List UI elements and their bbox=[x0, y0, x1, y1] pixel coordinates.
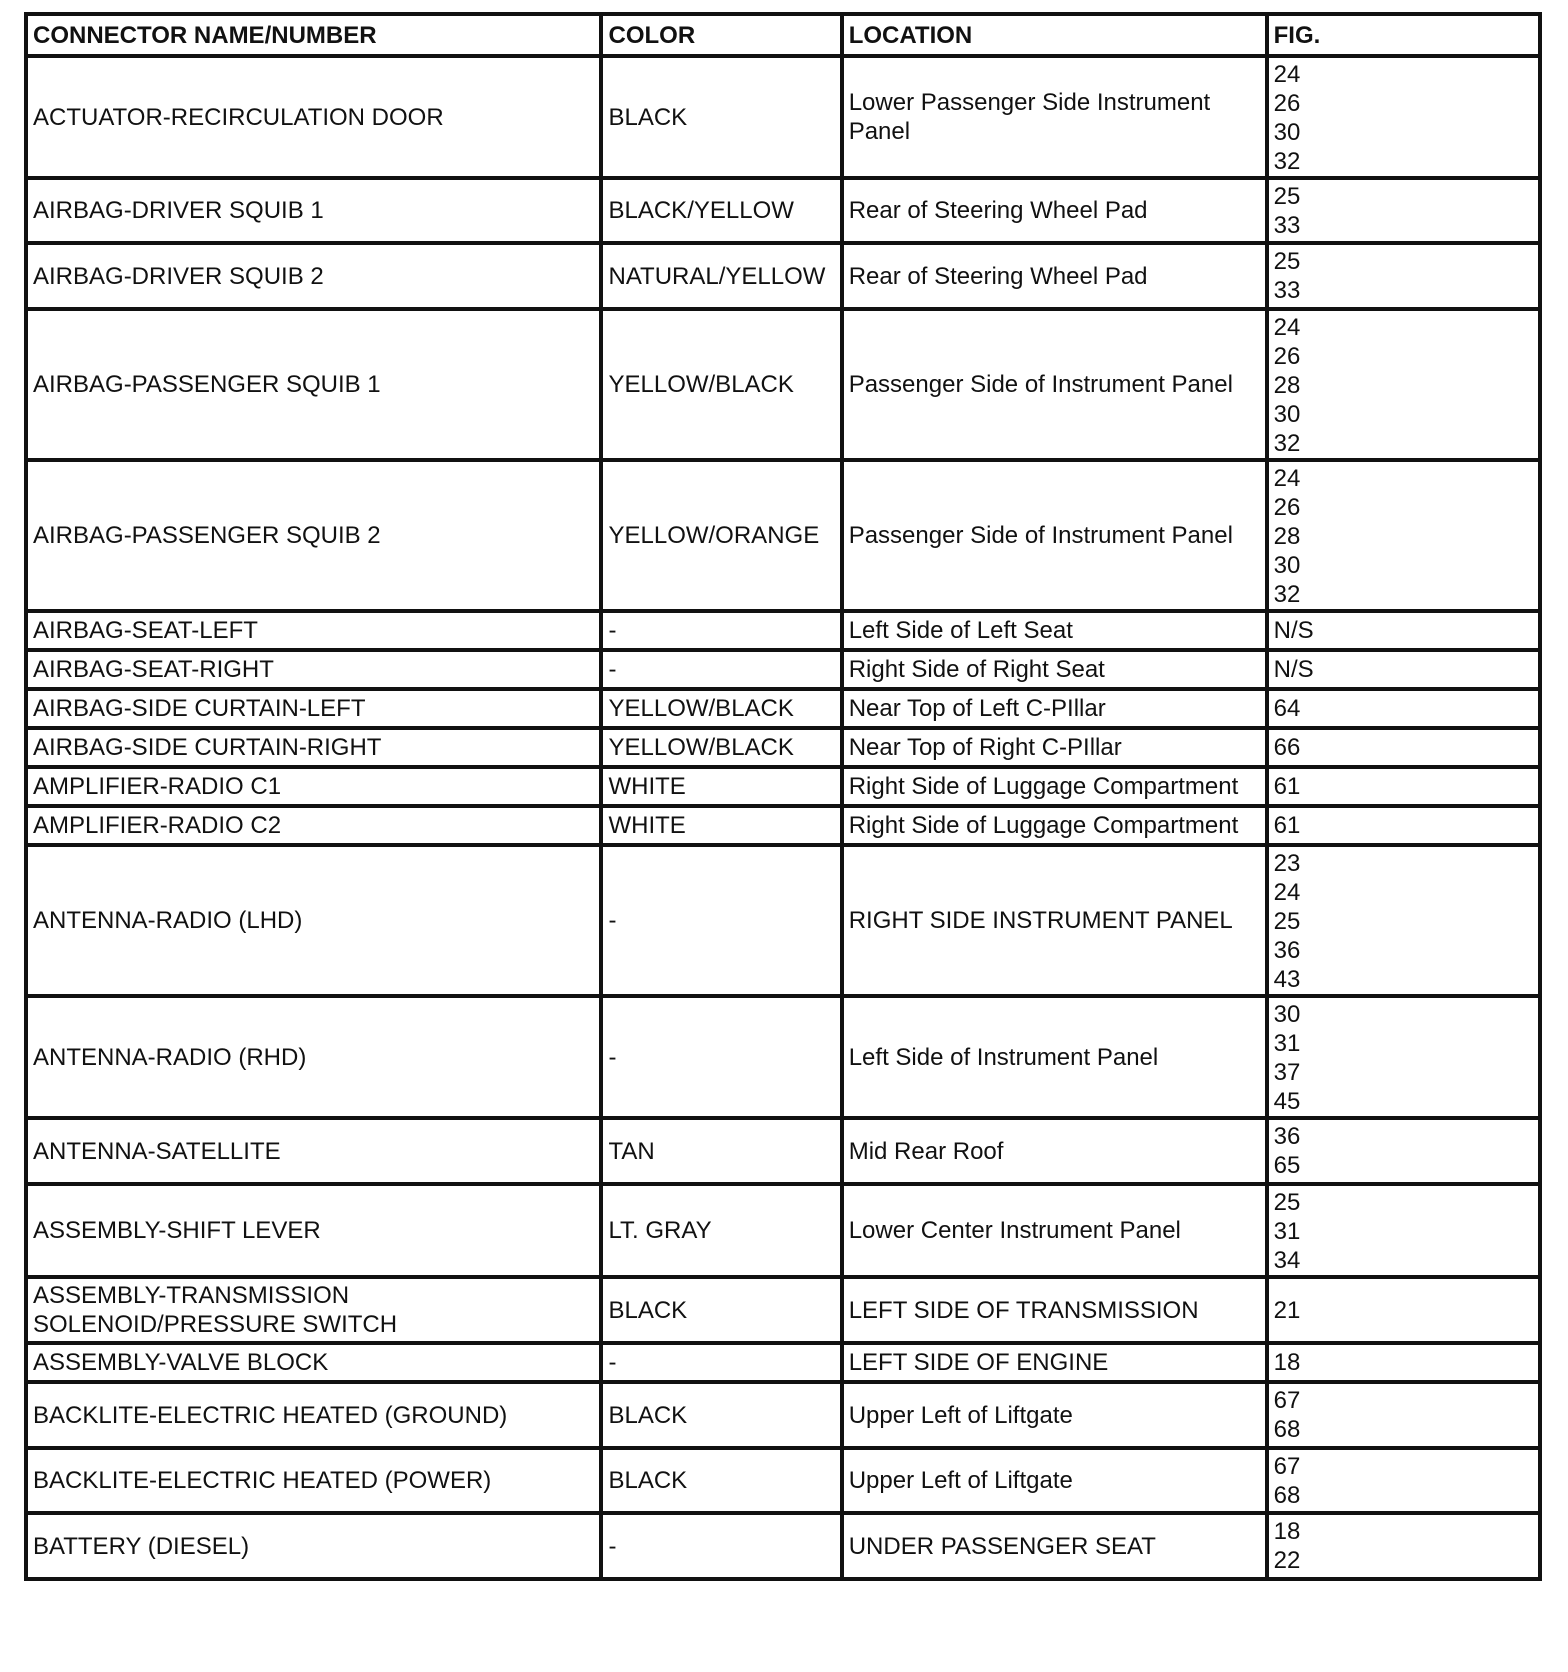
fig-cell bbox=[1267, 309, 1540, 460]
fig-number: 67 bbox=[1273, 1387, 1301, 1414]
fig-number: 37 bbox=[1273, 1059, 1301, 1086]
fig-number: 61 bbox=[1273, 773, 1301, 800]
color-cell: NATURAL/YELLOW bbox=[601, 243, 841, 309]
table-row bbox=[26, 728, 1540, 767]
connector-name-cell: BATTERY (DIESEL) bbox=[26, 1513, 601, 1579]
fig-number: 33 bbox=[1273, 277, 1301, 304]
header-color: COLOR bbox=[601, 14, 841, 56]
location-cell: Left Side of Instrument Panel bbox=[842, 996, 1267, 1118]
fig-cell bbox=[1267, 460, 1540, 611]
color-cell: LT. GRAY bbox=[601, 1184, 841, 1277]
connector-name-cell: AIRBAG-SIDE CURTAIN-RIGHT bbox=[26, 728, 601, 767]
color-cell: - bbox=[601, 1343, 841, 1382]
fig-number: 18 bbox=[1273, 1349, 1301, 1376]
table-row bbox=[26, 1382, 1540, 1448]
fig-number: 25 bbox=[1273, 248, 1301, 275]
fig-number: 32 bbox=[1273, 430, 1301, 457]
location-cell: Right Side of Right Seat bbox=[842, 650, 1267, 689]
color-cell: YELLOW/BLACK bbox=[601, 728, 841, 767]
table-row bbox=[26, 1118, 1540, 1184]
connector-name-cell: AIRBAG-DRIVER SQUIB 2 bbox=[26, 243, 601, 309]
location-cell: Rear of Steering Wheel Pad bbox=[842, 178, 1267, 243]
fig-number: 30 bbox=[1273, 1001, 1301, 1028]
table-row bbox=[26, 996, 1540, 1118]
location-cell: Lower Center Instrument Panel bbox=[842, 1184, 1267, 1277]
fig-number: 26 bbox=[1273, 494, 1301, 521]
fig-cell bbox=[1267, 611, 1540, 650]
fig-number: 30 bbox=[1273, 119, 1301, 146]
color-cell: BLACK bbox=[601, 1448, 841, 1513]
header-location: LOCATION bbox=[842, 14, 1267, 56]
fig-cell bbox=[1267, 806, 1540, 845]
location-cell: Near Top of Right C-PIllar bbox=[842, 728, 1267, 767]
fig-number: 28 bbox=[1273, 523, 1301, 550]
color-cell: BLACK bbox=[601, 1382, 841, 1448]
fig-cell bbox=[1267, 178, 1540, 243]
color-cell: YELLOW/BLACK bbox=[601, 309, 841, 460]
fig-number: 45 bbox=[1273, 1088, 1301, 1115]
fig-number: 21 bbox=[1273, 1296, 1301, 1324]
table-row bbox=[26, 56, 1540, 178]
location-cell: LEFT SIDE OF ENGINE bbox=[842, 1343, 1267, 1382]
fig-number: 24 bbox=[1273, 879, 1301, 906]
fig-cell bbox=[1267, 689, 1540, 728]
connector-name-cell: AIRBAG-DRIVER SQUIB 1 bbox=[26, 178, 601, 243]
table-row bbox=[26, 243, 1540, 309]
table-row bbox=[26, 1448, 1540, 1513]
color-cell: BLACK bbox=[601, 56, 841, 178]
connector-name-cell: AIRBAG-PASSENGER SQUIB 2 bbox=[26, 460, 601, 611]
connector-name-cell: AIRBAG-SEAT-RIGHT bbox=[26, 650, 601, 689]
color-cell: TAN bbox=[601, 1118, 841, 1184]
fig-number: 30 bbox=[1273, 552, 1301, 579]
connector-name-cell: ANTENNA-SATELLITE bbox=[26, 1118, 601, 1184]
table-row bbox=[26, 178, 1540, 243]
fig-cell bbox=[1267, 1118, 1540, 1184]
fig-cell bbox=[1267, 728, 1540, 767]
fig-cell bbox=[1267, 1184, 1540, 1277]
connector-table bbox=[24, 12, 1542, 1581]
table-row bbox=[26, 650, 1540, 689]
color-cell: WHITE bbox=[601, 767, 841, 806]
fig-number: 26 bbox=[1273, 343, 1301, 370]
connector-name-cell: AIRBAG-SIDE CURTAIN-LEFT bbox=[26, 689, 601, 728]
fig-number: 66 bbox=[1273, 734, 1301, 761]
location-cell: Mid Rear Roof bbox=[842, 1118, 1267, 1184]
fig-number: 64 bbox=[1273, 695, 1301, 722]
fig-cell bbox=[1267, 767, 1540, 806]
fig-number: 25 bbox=[1273, 908, 1301, 935]
location-cell: Right Side of Luggage Compartment bbox=[842, 767, 1267, 806]
fig-number: 67 bbox=[1273, 1453, 1301, 1480]
fig-cell bbox=[1267, 996, 1540, 1118]
table-row bbox=[26, 1277, 1540, 1343]
location-cell: Near Top of Left C-PIllar bbox=[842, 689, 1267, 728]
fig-number: 30 bbox=[1273, 401, 1301, 428]
location-cell: Upper Left of Liftgate bbox=[842, 1382, 1267, 1448]
fig-number: 26 bbox=[1273, 90, 1301, 117]
color-cell: YELLOW/BLACK bbox=[601, 689, 841, 728]
table-row bbox=[26, 1184, 1540, 1277]
connector-name-cell: ASSEMBLY-VALVE BLOCK bbox=[26, 1343, 601, 1382]
header-fig: FIG. bbox=[1267, 14, 1540, 56]
location-cell: Passenger Side of Instrument Panel bbox=[842, 309, 1267, 460]
location-cell: Rear of Steering Wheel Pad bbox=[842, 243, 1267, 309]
connector-name-cell: BACKLITE-ELECTRIC HEATED (POWER) bbox=[26, 1448, 601, 1513]
color-cell: WHITE bbox=[601, 806, 841, 845]
connector-name-cell: BACKLITE-ELECTRIC HEATED (GROUND) bbox=[26, 1382, 601, 1448]
location-cell: UNDER PASSENGER SEAT bbox=[842, 1513, 1267, 1579]
fig-cell bbox=[1267, 56, 1540, 178]
table-row bbox=[26, 689, 1540, 728]
fig-cell bbox=[1267, 1448, 1540, 1513]
connector-name-cell: AIRBAG-SEAT-LEFT bbox=[26, 611, 601, 650]
fig-number: 36 bbox=[1273, 937, 1301, 964]
color-cell: - bbox=[601, 996, 841, 1118]
table-row bbox=[26, 1343, 1540, 1382]
fig-number: 24 bbox=[1273, 61, 1301, 88]
color-cell: BLACK bbox=[601, 1277, 841, 1343]
table-body bbox=[26, 56, 1540, 1579]
fig-number: 31 bbox=[1273, 1030, 1301, 1057]
table-row bbox=[26, 845, 1540, 996]
fig-number: 28 bbox=[1273, 372, 1301, 399]
fig-cell bbox=[1267, 1513, 1540, 1579]
fig-number: 31 bbox=[1273, 1218, 1301, 1245]
table-row bbox=[26, 1513, 1540, 1579]
color-cell: - bbox=[601, 845, 841, 996]
location-cell: Lower Passenger Side Instrument Panel bbox=[842, 56, 1267, 178]
table-row bbox=[26, 611, 1540, 650]
header-row bbox=[26, 14, 1540, 56]
table-row bbox=[26, 806, 1540, 845]
fig-number: N/S bbox=[1273, 656, 1314, 683]
color-cell: - bbox=[601, 1513, 841, 1579]
fig-number: 68 bbox=[1273, 1482, 1301, 1509]
connector-name-cell: AMPLIFIER-RADIO C1 bbox=[26, 767, 601, 806]
fig-cell bbox=[1267, 243, 1540, 309]
table-row bbox=[26, 309, 1540, 460]
connector-name-cell: ACTUATOR-RECIRCULATION DOOR bbox=[26, 56, 601, 178]
fig-number: 25 bbox=[1273, 183, 1301, 210]
fig-number: 32 bbox=[1273, 581, 1301, 608]
fig-number: 22 bbox=[1273, 1547, 1301, 1574]
fig-cell bbox=[1267, 1382, 1540, 1448]
color-cell: BLACK/YELLOW bbox=[601, 178, 841, 243]
location-cell: Passenger Side of Instrument Panel bbox=[842, 460, 1267, 611]
color-cell: YELLOW/ORANGE bbox=[601, 460, 841, 611]
connector-name-cell: ANTENNA-RADIO (LHD) bbox=[26, 845, 601, 996]
fig-number: 65 bbox=[1273, 1152, 1301, 1179]
color-cell: - bbox=[601, 650, 841, 689]
fig-number: 24 bbox=[1273, 314, 1301, 341]
fig-number: 68 bbox=[1273, 1416, 1301, 1443]
location-cell: Left Side of Left Seat bbox=[842, 611, 1267, 650]
fig-number: 24 bbox=[1273, 465, 1301, 492]
header-connector-name: CONNECTOR NAME/NUMBER bbox=[26, 14, 601, 56]
table-row bbox=[26, 767, 1540, 806]
color-cell: - bbox=[601, 611, 841, 650]
connector-name-cell: ASSEMBLY-TRANSMISSION SOLENOID/PRESSURE SWITCH bbox=[26, 1277, 601, 1343]
connector-name-cell: ANTENNA-RADIO (RHD) bbox=[26, 996, 601, 1118]
fig-number: 23 bbox=[1273, 850, 1301, 877]
table-row bbox=[26, 460, 1540, 611]
fig-cell bbox=[1267, 650, 1540, 689]
fig-number: 61 bbox=[1273, 812, 1301, 839]
location-cell: LEFT SIDE OF TRANSMISSION bbox=[842, 1277, 1267, 1343]
fig-cell bbox=[1267, 1277, 1540, 1343]
fig-number: N/S bbox=[1273, 617, 1314, 644]
fig-number: 25 bbox=[1273, 1189, 1301, 1216]
location-cell: Upper Left of Liftgate bbox=[842, 1448, 1267, 1513]
connector-name-cell: AIRBAG-PASSENGER SQUIB 1 bbox=[26, 309, 601, 460]
fig-number: 33 bbox=[1273, 212, 1301, 239]
connector-name-cell: AMPLIFIER-RADIO C2 bbox=[26, 806, 601, 845]
fig-number: 32 bbox=[1273, 148, 1301, 175]
fig-cell bbox=[1267, 1343, 1540, 1382]
fig-cell bbox=[1267, 845, 1540, 996]
connector-name-cell: ASSEMBLY-SHIFT LEVER bbox=[26, 1184, 601, 1277]
fig-number: 43 bbox=[1273, 966, 1301, 993]
fig-number: 34 bbox=[1273, 1247, 1301, 1274]
fig-number: 36 bbox=[1273, 1123, 1301, 1150]
fig-number: 18 bbox=[1273, 1518, 1301, 1545]
location-cell: RIGHT SIDE INSTRUMENT PANEL bbox=[842, 845, 1267, 996]
location-cell: Right Side of Luggage Compartment bbox=[842, 806, 1267, 845]
